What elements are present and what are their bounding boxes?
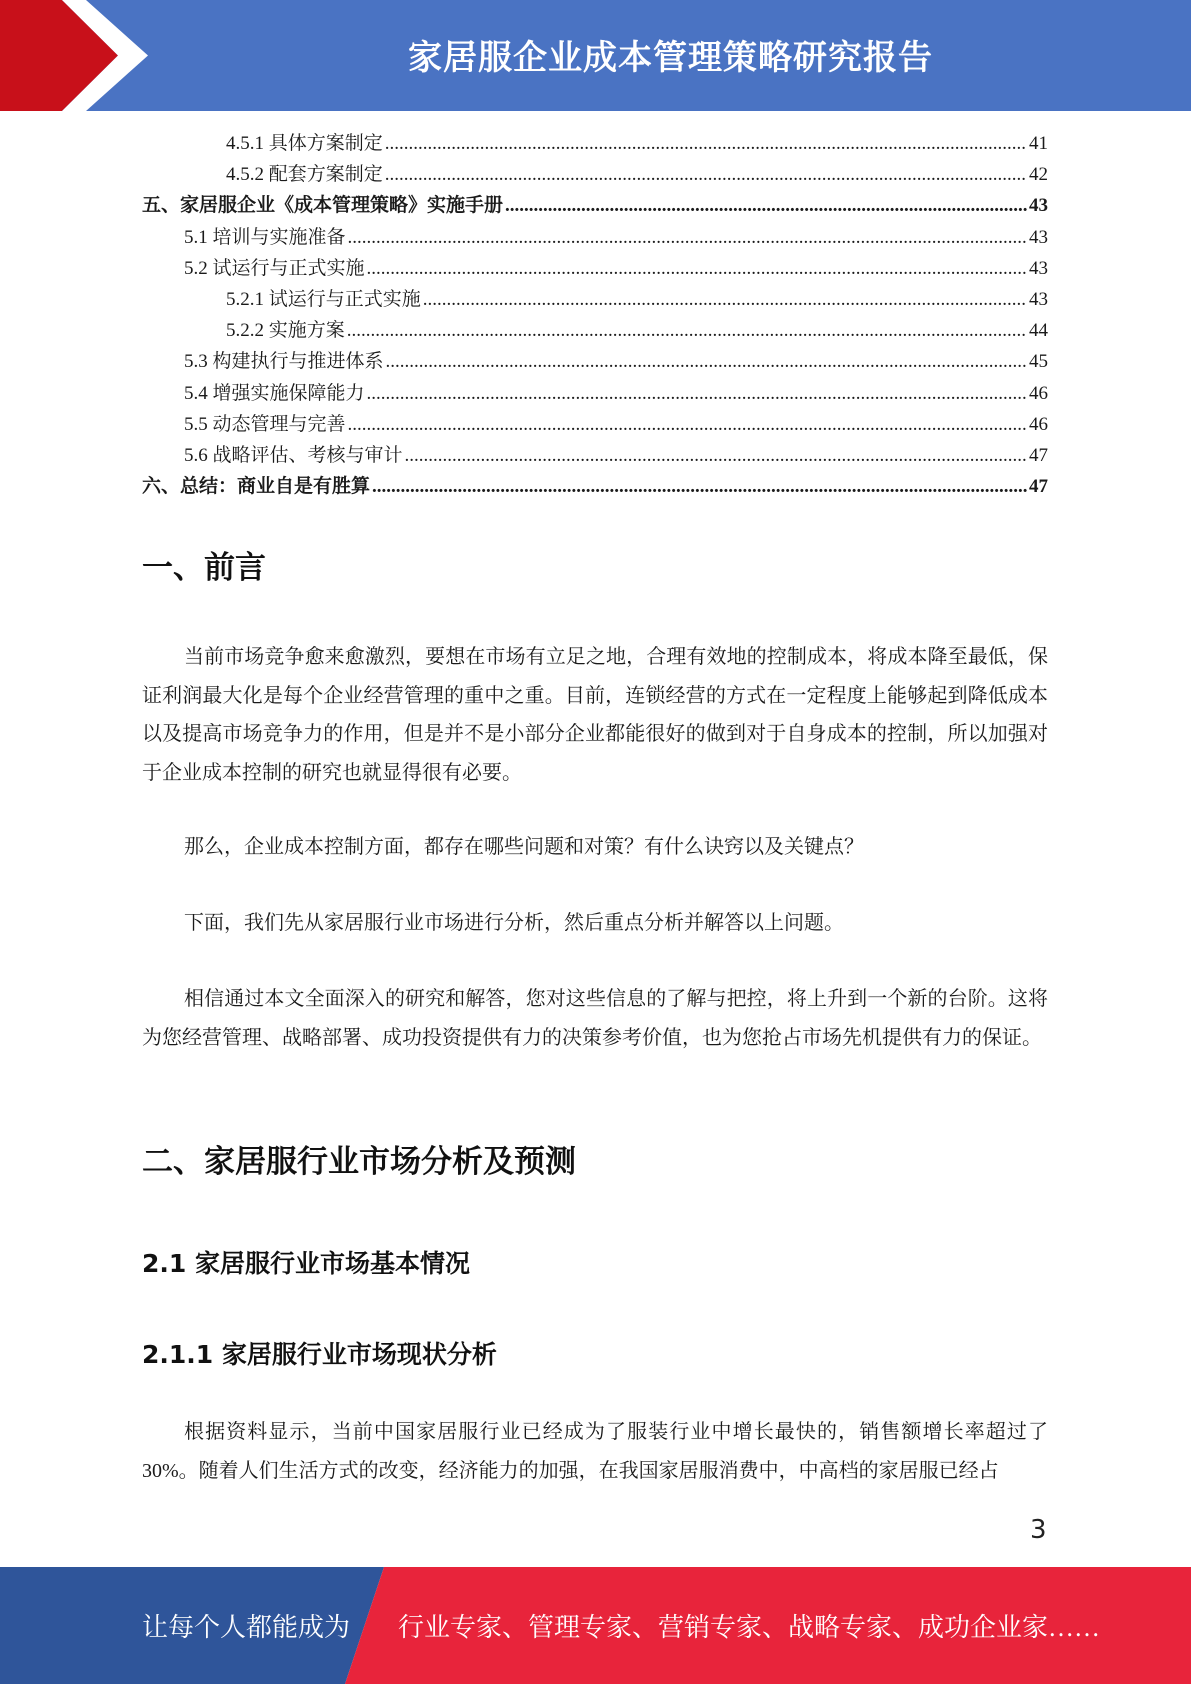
toc-leader-dots (505, 190, 1027, 221)
toc-entry-page: 42 (1029, 164, 1048, 186)
report-title: 家居服企业成本管理策略研究报告 (408, 38, 933, 78)
toc-leader-dots (386, 346, 1027, 377)
toc-entry-title: 4.5.2 配套方案制定 (226, 164, 383, 186)
toc-entry[interactable] (142, 346, 1048, 377)
paragraph-preface-2: 那么，企业成本控制方面，都存在哪些问题和对策？有什么诀窍以及关键点？ (184, 836, 864, 858)
toc-entry[interactable] (142, 471, 1048, 502)
header-chevron-graphic (0, 0, 170, 111)
page-number: 3 (1030, 1515, 1047, 1545)
subsection-heading-2-1: 2.1 家居服行业市场基本情况 (142, 1249, 470, 1278)
toc-leader-dots (405, 440, 1027, 471)
toc-leader-dots (367, 378, 1027, 409)
toc-entry[interactable] (142, 440, 1048, 471)
toc-leader-dots (348, 222, 1027, 253)
paragraph-preface-4: 相信通过本文全面深入的研究和解答，您对这些信息的了解与把控，将上升到一个新的台阶。这将为您经营管理、战略部署、成功投资提供有力的决策参考价值，也为您抢占市场先机提供有力的保证。 (142, 988, 1048, 1049)
toc-entry-page: 47 (1029, 476, 1048, 498)
toc-leader-dots (347, 315, 1027, 346)
toc-entry[interactable] (142, 128, 1048, 159)
toc-entry-page: 45 (1029, 351, 1048, 373)
paragraph-preface-3: 下面，我们先从家居服行业市场进行分析，然后重点分析并解答以上问题。 (184, 912, 844, 934)
toc-leader-dots (385, 159, 1027, 190)
section-heading-market: 二、家居服行业市场分析及预测 (142, 1144, 576, 1180)
toc-entry-title: 5.4 增强实施保障能力 (184, 382, 365, 404)
toc-entry-title: 5.2.2 实施方案 (226, 320, 345, 342)
toc-entry-page: 43 (1029, 257, 1048, 279)
toc-entry[interactable] (142, 253, 1048, 284)
toc-entry-page: 43 (1029, 195, 1048, 217)
toc-entry-page: 41 (1029, 133, 1048, 154)
toc-entry[interactable] (142, 222, 1048, 253)
toc-entry[interactable] (142, 409, 1048, 440)
toc-entry[interactable] (142, 190, 1048, 221)
toc-entry[interactable] (142, 315, 1048, 346)
toc-leader-dots (385, 128, 1027, 159)
toc-entry-page: 43 (1029, 288, 1048, 310)
toc-entry-title: 5.2 试运行与正式实施 (184, 257, 365, 279)
toc-entry-page: 47 (1029, 444, 1048, 466)
paragraph-preface-1: 当前市场竞争愈来愈激烈，要想在市场有立足之地，合理有效地的控制成本，将成本降至最低，保证利润最大化是每个企业经营管理的重中之重。目前，连锁经营的方式在一定程度上能够起到降低成本以及提高市场竞争力的作用，但是并不是小部分企业都能很好的做到对于自身成本的控制，所以加强对于企业成本控制的研究也就显得很有必要。 (142, 646, 1048, 784)
toc-entry-title: 5.3 构建执行与推进体系 (184, 351, 384, 373)
toc-entry-page: 43 (1029, 226, 1048, 248)
footer-slogan-left: 让每个人都能成为 (142, 1613, 351, 1642)
toc-entry-title: 六、总结：商业自是有胜算 (142, 476, 371, 498)
page-header (0, 0, 1191, 111)
paragraph-market-status: 根据资料显示，当前中国家居服行业已经成为了服装行业中增长最快的，销售额增长率超过了30%。随着人们生活方式的改变，经济能力的加强，在我国家居服消费中，中高档的家居服已经占 (142, 1421, 1048, 1482)
toc-entry-title: 5.1 培训与实施准备 (184, 226, 346, 248)
toc-entry-page: 44 (1029, 320, 1048, 342)
toc-entry[interactable] (142, 159, 1048, 190)
subsection-heading-2-1-1: 2.1.1 家居服行业市场现状分析 (142, 1340, 497, 1369)
page-footer (0, 1567, 1191, 1684)
toc-entry-page: 46 (1029, 382, 1048, 404)
footer-slogan-right: 行业专家、管理专家、营销专家、战略专家、成功企业家…… (398, 1613, 1101, 1642)
table-of-contents (142, 128, 1048, 502)
toc-entry-page: 46 (1029, 413, 1048, 435)
toc-entry[interactable] (142, 284, 1048, 315)
toc-leader-dots (372, 471, 1027, 502)
section-heading-preface: 一、前言 (142, 550, 266, 586)
toc-entry[interactable] (142, 378, 1048, 409)
toc-leader-dots (348, 409, 1027, 440)
toc-entry-title: 五、家居服企业《成本管理策略》实施手册 (142, 195, 504, 217)
toc-leader-dots (423, 284, 1027, 315)
toc-entry-title: 5.5 动态管理与完善 (184, 413, 346, 435)
toc-entry-title: 5.2.1 试运行与正式实施 (226, 288, 421, 310)
toc-entry-title: 4.5.1 具体方案制定 (226, 133, 383, 154)
toc-entry-title: 5.6 战略评估、考核与审计 (184, 444, 403, 466)
toc-leader-dots (367, 253, 1027, 284)
